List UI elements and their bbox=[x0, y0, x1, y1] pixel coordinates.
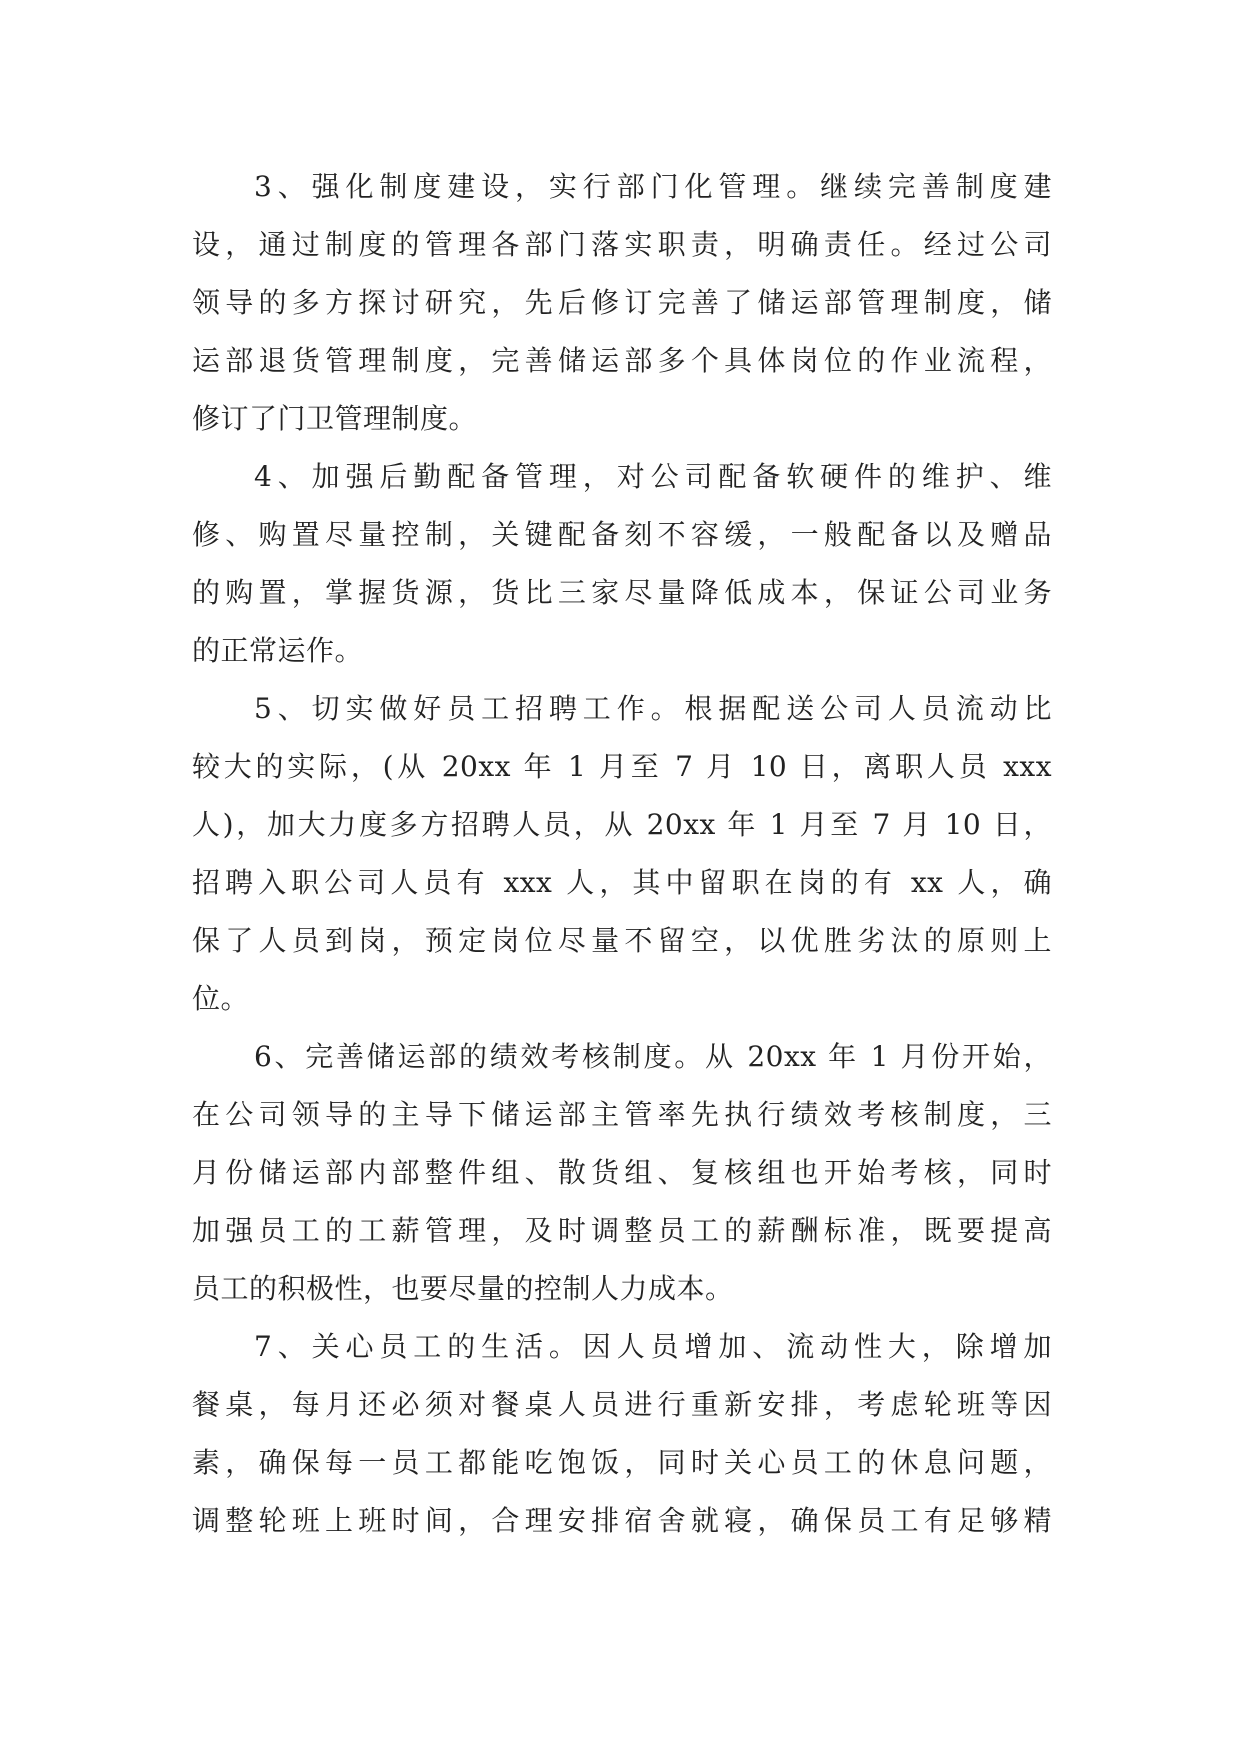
paragraph-6 bbox=[192, 1028, 1052, 1318]
paragraph-7 bbox=[192, 1318, 1052, 1550]
text-line: 运部退货管理制度，完善储运部多个具体岗位的作业流程， bbox=[192, 344, 1052, 377]
text-line: 加强员工的工薪管理，及时调整员工的薪酬标准，既要提高 bbox=[192, 1214, 1052, 1247]
text-line: 6、完善储运部的绩效考核制度。从 20xx 年 1 月份开始， bbox=[254, 1040, 1052, 1073]
document-body bbox=[192, 158, 1052, 1550]
text-line: 餐桌，每月还必须对餐桌人员进行重新安排，考虑轮班等因 bbox=[192, 1388, 1052, 1421]
text-line: 月份储运部内部整件组、散货组、复核组也开始考核，同时 bbox=[192, 1156, 1052, 1189]
document-page bbox=[192, 158, 1052, 1608]
text-line: 较大的实际，(从 20xx 年 1 月至 7 月 10 日，离职人员 xxx bbox=[192, 750, 1052, 783]
text-line: 设，通过制度的管理各部门落实职责，明确责任。经过公司 bbox=[192, 228, 1052, 261]
text-line: 位。 bbox=[192, 982, 250, 1015]
text-line: 招聘入职公司人员有 xxx 人，其中留职在岗的有 xx 人，确 bbox=[192, 866, 1052, 899]
text-line: 人)，加大力度多方招聘人员，从 20xx 年 1 月至 7 月 10 日， bbox=[192, 808, 1052, 841]
text-line: 5、切实做好员工招聘工作。根据配送公司人员流动比 bbox=[254, 692, 1052, 725]
text-line: 领导的多方探讨研究，先后修订完善了储运部管理制度，储 bbox=[192, 286, 1052, 319]
text-line: 保了人员到岗，预定岗位尽量不留空，以优胜劣汰的原则上 bbox=[192, 924, 1052, 957]
text-line: 的购置，掌握货源，货比三家尽量降低成本，保证公司业务 bbox=[192, 576, 1052, 609]
text-line: 在公司领导的主导下储运部主管率先执行绩效考核制度，三 bbox=[192, 1098, 1052, 1131]
text-line: 修、购置尽量控制，关键配备刻不容缓，一般配备以及赠品 bbox=[192, 518, 1052, 551]
text-line: 3、强化制度建设，实行部门化管理。继续完善制度建 bbox=[254, 170, 1052, 203]
paragraph-4 bbox=[192, 448, 1052, 680]
text-line: 调整轮班上班时间，合理安排宿舍就寝，确保员工有足够精 bbox=[192, 1504, 1052, 1537]
text-line: 修订了门卫管理制度。 bbox=[192, 402, 478, 435]
text-line: 素，确保每一员工都能吃饱饭，同时关心员工的休息问题， bbox=[192, 1446, 1052, 1479]
text-line: 4、加强后勤配备管理，对公司配备软硬件的维护、维 bbox=[254, 460, 1052, 493]
paragraph-5 bbox=[192, 680, 1052, 1028]
text-line: 的正常运作。 bbox=[192, 634, 364, 667]
text-line: 7、关心员工的生活。因人员增加、流动性大，除增加 bbox=[254, 1330, 1052, 1363]
paragraph-3 bbox=[192, 158, 1052, 448]
text-line: 员工的积极性，也要尽量的控制人力成本。 bbox=[192, 1272, 734, 1305]
